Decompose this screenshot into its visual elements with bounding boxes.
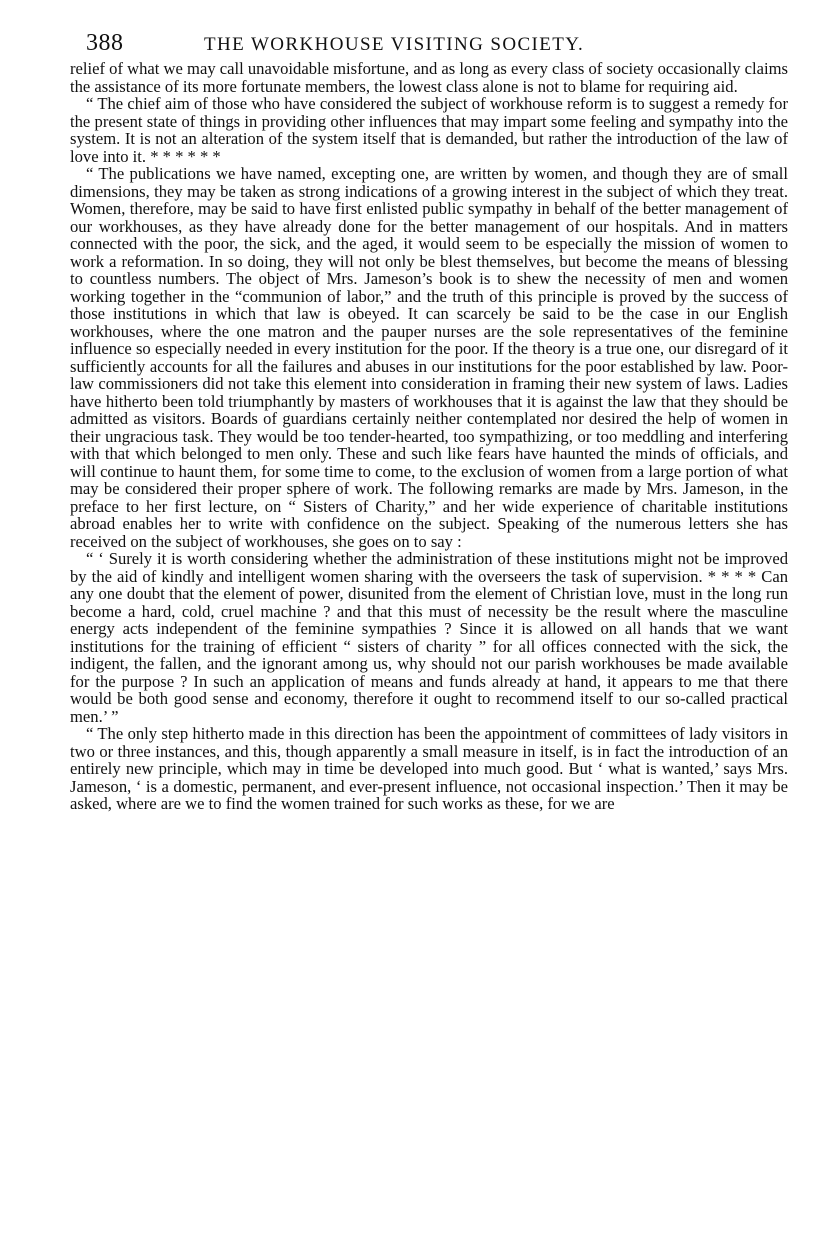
paragraph: “ The chief aim of those who have considered the subject of workhouse reform is to suggest a remedy for the present state of things in providing other influences that may impart some feeling and sympathy into the system. It is not an alteration of the system itself that is demanded, but rather the introduction of the law of love into it. * * * * * * [70, 94, 788, 166]
paragraph: “ The publications we have named, excepting one, are written by women, and though they are of small dimensions, they may be taken as strong indications of a growing interest in the subject of which they treat. Women, therefore, may be said to have first enlisted public sympathy in behalf of the better management of our workhouses, as they have already done for the better management of our hospitals. And in matters connected with the poor, the sick, and the aged, it would seem to be especially the mission of women to work a reformation. In so doing, they will not only be blest themselves, but become the means of blessing to countless numbers. The object of Mrs. Jameson’s book is to shew the necessity of men and women working together in the “communion of labor,” and the truth of this principle is proved by the success of those institutions in which that law is obeyed. It can scarcely be said to be the case in our English workhouses, where the one matron and the pauper nurses are the sole representatives of the feminine influence so especially needed in every institution for the poor. If the theory is a true one, our disregard of it sufficiently accounts for all the failures and abuses in our institutions for the poor established by law. Poor-law commissioners did not take this element into consideration in framing their new system of laws. Ladies have hitherto been told triumphantly by masters of workhouses that it is against the law that they should be admitted as visitors. Boards of guardians certainly neither contemplated nor desired the help of women in their ungracious task. They would be too tender-hearted, too sympathizing, or too meddling and interfering with that which belonged to men only. These and such like fears have haunted the minds of officials, and will continue to haunt them, for some time to come, to the exclusion of women from a large portion of what may be considered their proper sphere of work. The following remarks are made by Mrs. Jameson, in the preface to her first lecture, on “ Sisters of Charity,” and her wide experience of charitable institutions abroad enables her to write with confidence on the subject. Speaking of the numerous letters she has received on the subject of workhouses, she goes on to say : [70, 164, 788, 551]
page [70, 24, 788, 813]
running-head [70, 24, 788, 60]
page-number: 388 [86, 30, 124, 56]
article-body [70, 60, 788, 813]
paragraph: relief of what we may call unavoidable misfortune, and as long as every class of society occasionally claims the assistance of its more fortunate members, the lowest class alone is not to blame for requiring aid. [70, 59, 788, 96]
paragraph: “ ‘ Surely it is worth considering whether the administration of these institutions might not be improved by the aid of kindly and intelligent women sharing with the overseers the task of supervision. * * * * Can any one doubt that the element of power, disunited from the element of Christian love, must in the long run become a hard, cold, cruel machine ? and that this must of necessity be the result where the masculine energy acts independent of the feminine sympathies ? Since it is allowed on all hands that we want institutions for the training of efficient “ sisters of charity ” for all offices connected with the sick, the indigent, the fallen, and the ignorant among us, why should not our parish workhouses be made available for the purpose ? In such an application of means and funds already at hand, it appears to me that there would be both good sense and economy, therefore it ought to recommend itself to our so-called practical men.’ ” [70, 549, 788, 726]
running-title: THE WORKHOUSE VISITING SOCIETY. [204, 34, 585, 55]
paragraph: “ The only step hitherto made in this direction has been the appointment of committees of lady visitors in two or three instances, and this, though apparently a small measure in itself, is in fact the introduction of an entirely new principle, which may in time be developed into much good. But ‘ what is wanted,’ says Mrs. Jameson, ‘ is a domestic, permanent, and ever-present influence, not occasional inspection.’ Then it may be asked, where are we to find the women trained for such works as these, for we are [70, 724, 788, 813]
